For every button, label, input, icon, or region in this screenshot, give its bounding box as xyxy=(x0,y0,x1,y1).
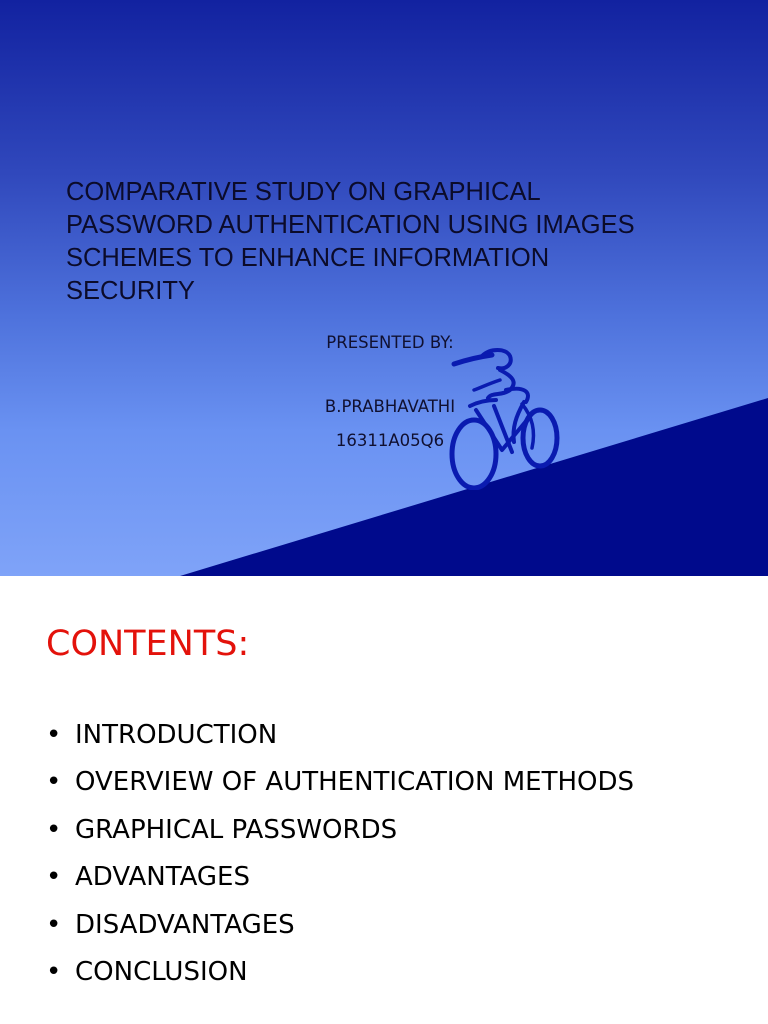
list-item xyxy=(46,716,634,763)
bullet-icon: • xyxy=(46,720,62,750)
list-item-text: DISADVANTAGES xyxy=(75,909,295,940)
list-item-text: GRAPHICAL PASSWORDS xyxy=(75,814,398,845)
contents-heading: CONTENTS: xyxy=(46,624,250,664)
presenter-id: 16311A05Q6 xyxy=(335,431,445,450)
cyclist-icon xyxy=(440,340,564,490)
bullet-icon: • xyxy=(46,767,62,798)
list-item xyxy=(46,763,634,810)
bullet-icon: • xyxy=(46,862,62,893)
contents-list xyxy=(46,716,634,1000)
bullet-icon: • xyxy=(46,814,62,845)
presenter-name: B.PRABHAVATHI xyxy=(324,397,456,416)
list-item-text: INTRODUCTION xyxy=(75,720,278,750)
presented-by-label: PRESENTED BY: xyxy=(326,333,454,352)
list-item-text: OVERVIEW OF AUTHENTICATION METHODS xyxy=(75,767,635,798)
list-item xyxy=(46,906,634,953)
list-item-text: CONCLUSION xyxy=(75,956,248,987)
list-item xyxy=(46,858,634,905)
list-item xyxy=(46,811,634,858)
bullet-icon: • xyxy=(46,956,62,987)
list-item-text: ADVANTAGES xyxy=(75,862,250,893)
bullet-icon: • xyxy=(46,909,62,940)
presentation-title: COMPARATIVE STUDY ON GRAPHICAL PASSWORD AUTHENTICATION USING IMAGES SCHEMES TO ENHANCE INFORMATION SECURITY xyxy=(66,178,635,305)
list-item xyxy=(46,953,634,1000)
contents-slide xyxy=(0,576,768,1024)
